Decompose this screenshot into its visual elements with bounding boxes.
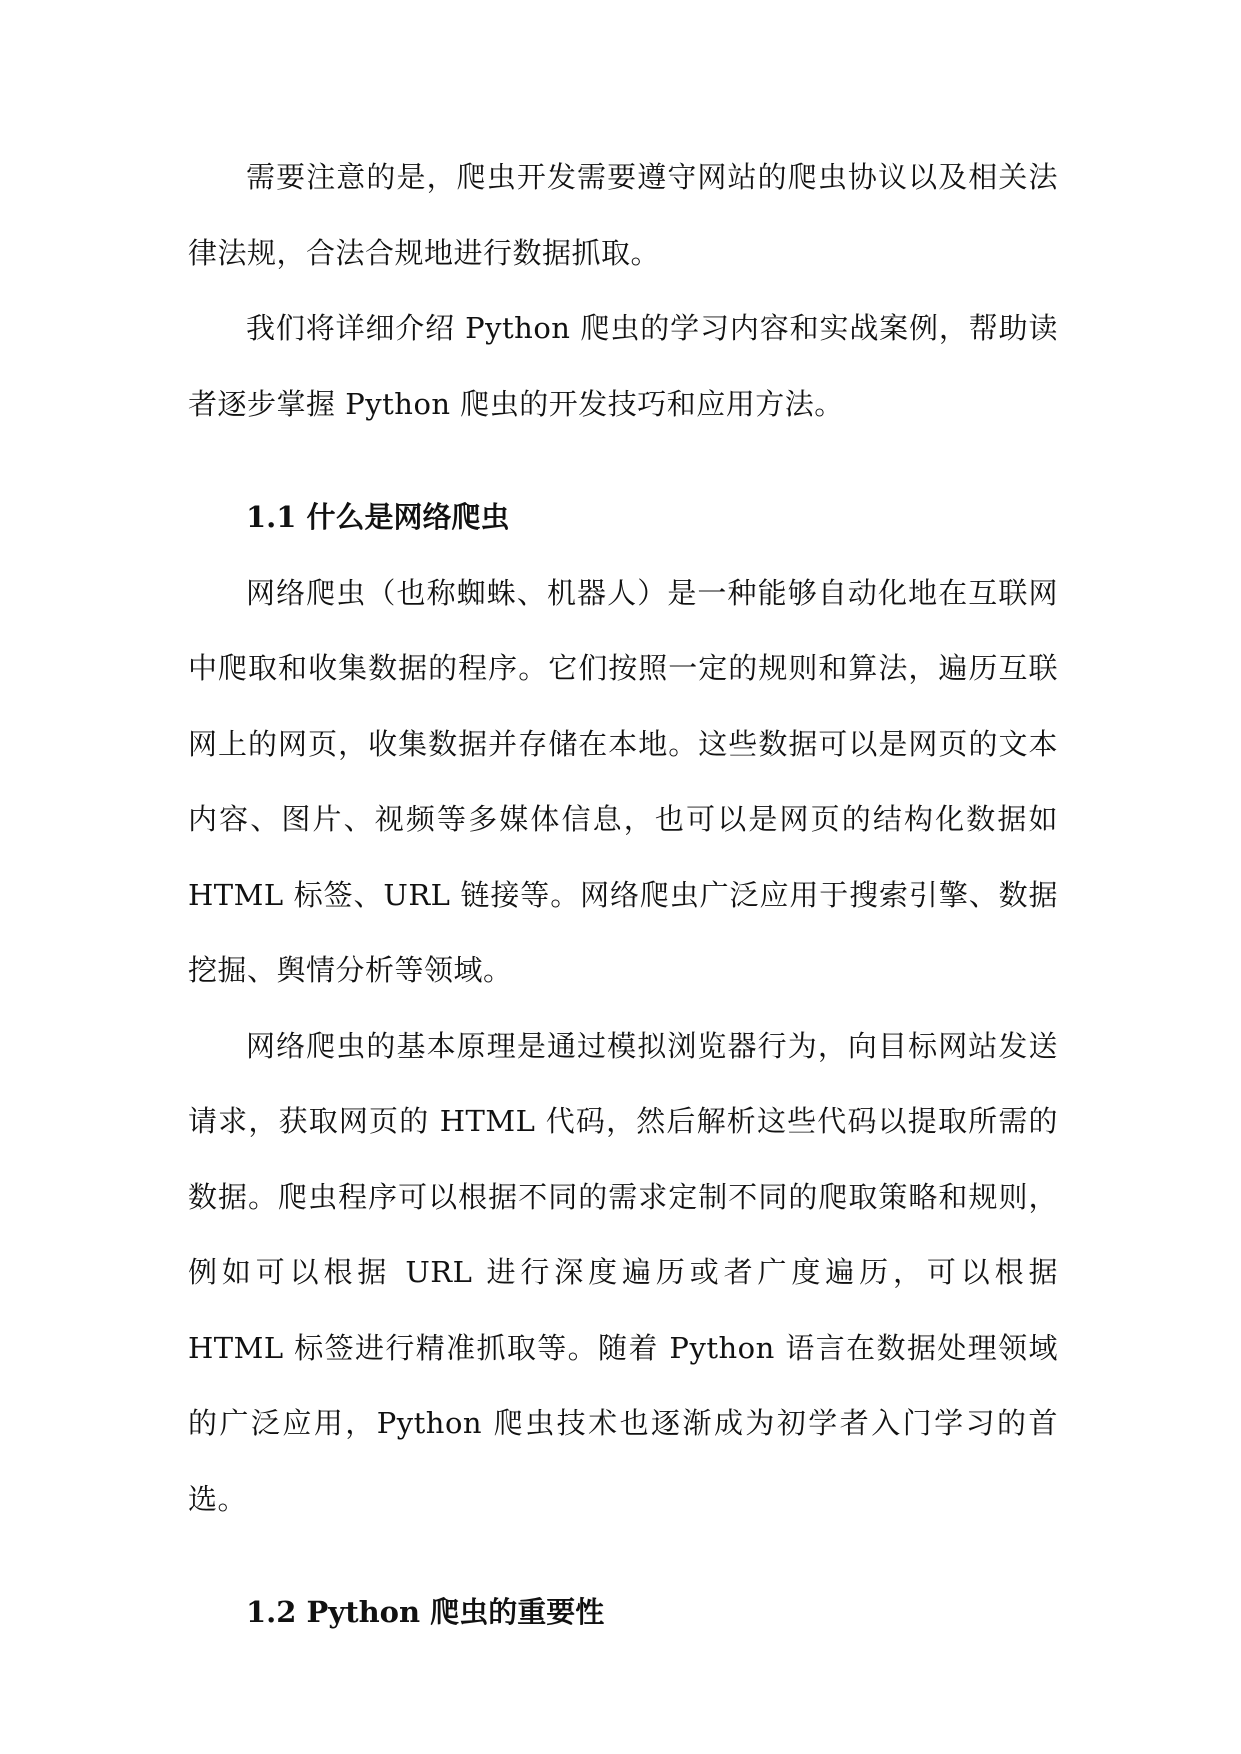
section-1-1-paragraph-1: 网络爬虫（也称蜘蛛、机器人）是一种能够自动化地在互联网中爬取和收集数据的程序。它们按照一定的规则和算法，遍历互联网上的网页，收集数据并存储在本地。这些数据可以是网页的文本内容、图片、视频等多媒体信息，也可以是网页的结构化数据如 HTML 标签、URL 链接等。网络爬虫广泛应用于搜索引擎、数据挖掘、舆情分析等领域。: [188, 575, 1058, 987]
document-body: [188, 140, 1058, 1651]
intro-paragraph-2: 我们将详细介绍 Python 爬虫的学习内容和实战案例，帮助读者逐步掌握 Python 爬虫的开发技巧和应用方法。: [188, 311, 1058, 421]
section-heading-1-2: 1.2 Python 爬虫的重要性: [246, 1595, 605, 1629]
section-heading-1-1: 1.1 什么是网络爬虫: [246, 500, 510, 534]
intro-paragraph-1: 需要注意的是，爬虫开发需要遵守网站的爬虫协议以及相关法律法规，合法合规地进行数据抓取。: [188, 160, 1058, 270]
section-1-1-paragraph-2: 网络爬虫的基本原理是通过模拟浏览器行为，向目标网站发送请求，获取网页的 HTML 代码，然后解析这些代码以提取所需的数据。爬虫程序可以根据不同的需求定制不同的爬取策略和规则，例如可以根据 URL 进行深度遍历或者广度遍历，可以根据 HTML 标签进行精准抓取等。随着 Python 语言在数据处理领域的广泛应用，Python 爬虫技术也逐渐成为初学者入门学习的首选。: [188, 1028, 1058, 1516]
